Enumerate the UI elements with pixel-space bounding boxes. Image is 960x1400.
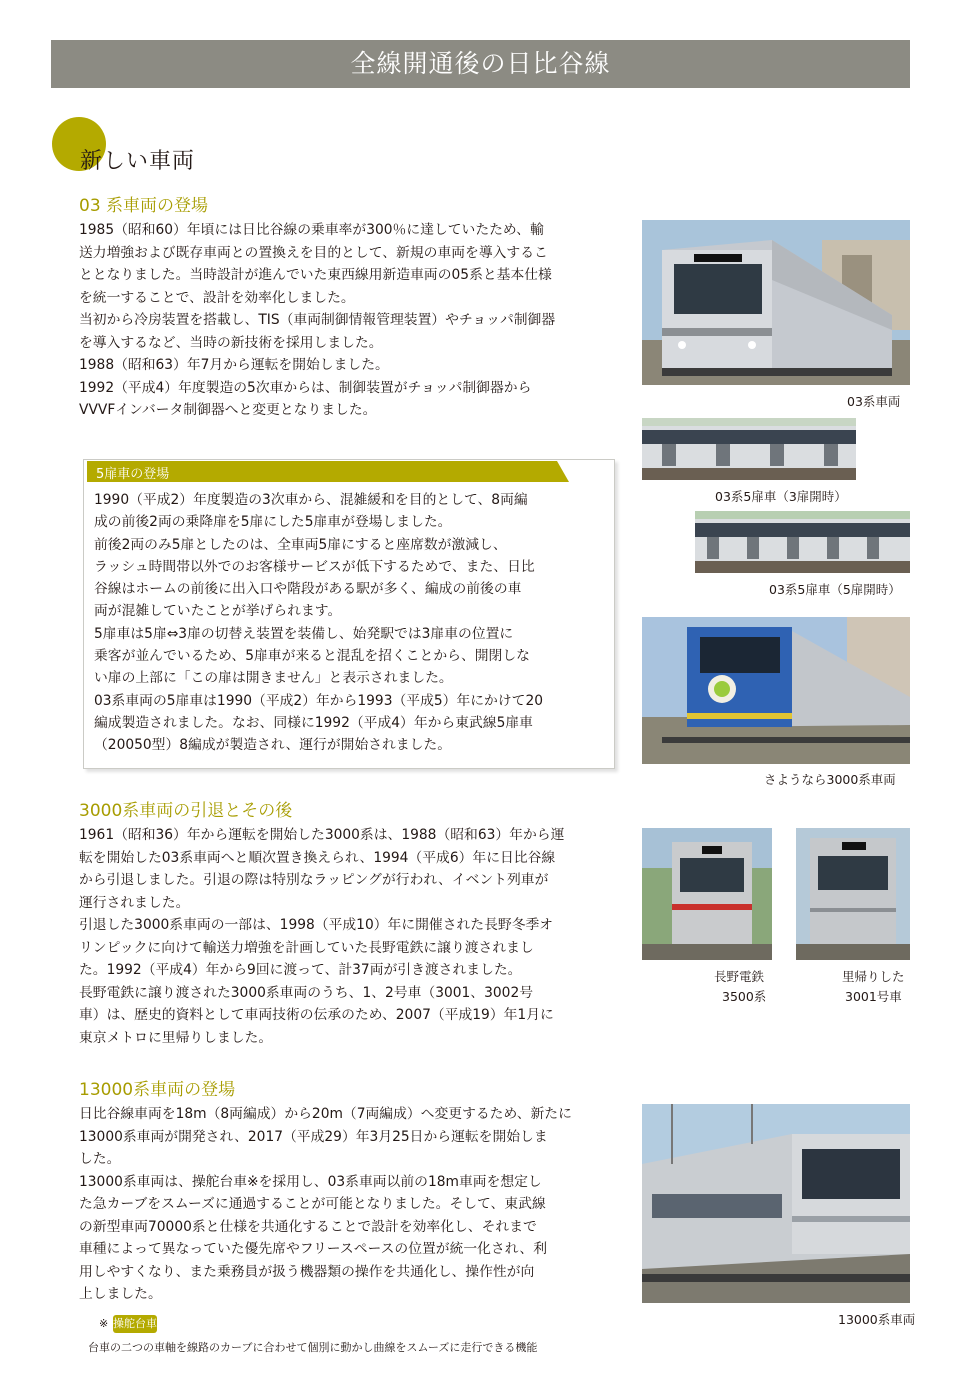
caption-13000-series: 13000系車両 xyxy=(838,1312,916,1327)
text-line: の新型車両70000系と仕様を共通化することで設計を効率化し、それまで xyxy=(79,1218,537,1235)
text-line: 車種によって異なっていた優先席やフリースペースの位置が統一化され、利 xyxy=(79,1241,547,1257)
text-line: 編成製造されました。なお、同様に1992（平成4）年から東武線5扉車 xyxy=(94,714,533,731)
text-line: 谷線はホームの前後に出入口や階段がある駅が多く、編成の前後の車 xyxy=(94,581,522,598)
text-line: 両が混雑していたことが挙げられます。 xyxy=(94,603,342,620)
caption-returned-line1: 里帰りした xyxy=(842,969,905,984)
caption-five-door-5-open: 03系5扉車（5扉開時） xyxy=(769,582,901,597)
text-line: た急カーブをスムーズに通過することが可能となりました。そして、東武線 xyxy=(79,1196,546,1212)
photo-five-door-3-open xyxy=(642,418,856,480)
note-mark: ※ xyxy=(99,1317,109,1330)
text-line: ラッシュ時間帯以外でのお客様サービスが低下するためで、また、日比 xyxy=(94,558,535,575)
heading-3000-series: 3000系車両の引退とその後 xyxy=(79,801,293,821)
text-line: 当初から冷房装置を搭載し、TIS（車両制御情報管理装置）やチョッパ制御器 xyxy=(79,312,556,328)
caption-five-door-3-open: 03系5扉車（3扉開時） xyxy=(715,489,847,504)
text-line: 引退した3000系車両の一部は、1998（平成10）年に開催された長野冬季オ xyxy=(79,917,554,933)
banner-title: 全線開通後の日比谷線 xyxy=(350,49,611,78)
text-line: 1992（平成4）年度製造の5次車からは、制御装置がチョッパ制御器から xyxy=(79,379,532,396)
heading-03-series: 03 系車両の登場 xyxy=(79,196,209,216)
text-line: 日比谷線車両を18m（8両編成）から20m（7両編成）へ変更するため、新たに xyxy=(79,1106,572,1122)
text-line: を統一することで、設計を効率化しました。 xyxy=(79,289,355,306)
text-line: 前後2両のみ5扉としたのは、全車両5扉にすると座席数が激減し、 xyxy=(94,536,507,553)
text-line: 車）は、歴史的資料として車両技術の伝承のため、2007（平成19）年1月に xyxy=(79,1007,554,1023)
text-line: リンピックに向けて輸送力増強を計画していた長野電鉄に譲り渡されまし xyxy=(79,939,534,956)
text-line: VVVFインバータ制御器へと変更となりました。 xyxy=(79,402,377,418)
caption-returned-line2: 3001号車 xyxy=(845,989,902,1004)
photo-13000-series xyxy=(642,1104,910,1303)
text-line: 1961（昭和36）年から運転を開始した3000系は、1988（昭和63）年から運 xyxy=(79,827,565,843)
text-line: 03系車両の5扉車は1990（平成2）年から1993（平成5）年にかけて20 xyxy=(94,692,543,709)
paragraph-five-door xyxy=(94,489,604,757)
photo-nagano-3500 xyxy=(642,828,772,960)
paragraph-03-series xyxy=(79,219,591,422)
text-line: い扉の上部に「この扉は開きません」と表示されました。 xyxy=(94,670,453,687)
paragraph-13000-series xyxy=(79,1103,591,1306)
text-line: 1990（平成2）年度製造の3次車から、混雑緩和を目的として、8両編 xyxy=(94,492,528,508)
paragraph-3000-series xyxy=(79,824,591,1049)
caption-nagano-line2: 3500系 xyxy=(722,989,767,1004)
text-line: 東京メトロに里帰りしました。 xyxy=(79,1029,273,1046)
note-badge: 操舵台車 xyxy=(113,1315,157,1333)
text-line: 用しやすくなり、また乗務員が扱う機器類の操作を共通化し、操作性が向 xyxy=(79,1263,535,1280)
note-text: 台車の二つの車軸を線路のカーブに合わせて個別に動かし曲線をスムーズに走行できる機能 xyxy=(88,1341,538,1354)
photo-returned-3001 xyxy=(796,828,910,960)
text-line: 運行されました。 xyxy=(79,894,190,911)
text-line: 長野電鉄に譲り渡された3000系車両のうち、1、2号車（3001、3002号 xyxy=(79,984,534,1001)
text-line: 乗客が並んでいるため、5扉車が来ると混乱を招くことから、開閉しな xyxy=(94,648,530,665)
section-title: 新しい車両 xyxy=(80,149,196,174)
text-line: た。1992（平成4）年から9回に渡って、計37両が引き渡されました。 xyxy=(79,962,522,978)
text-line: ととなりました。当時設計が進んでいた東西線用新造車両の05系と基本仕様 xyxy=(79,267,552,283)
caption-03-series: 03系車両 xyxy=(847,394,901,409)
text-line: 13000系車両は、操舵台車※を採用し、03系車両以前の18m車両を想定し xyxy=(79,1173,542,1190)
heading-13000-series: 13000系車両の登場 xyxy=(79,1080,236,1100)
photo-sayonara-3000 xyxy=(642,617,910,764)
text-line: 1988（昭和63）年7月から運転を開始しました。 xyxy=(79,357,389,373)
text-line: 成の前後2両の乗降扉を5扉にした5扉車が登場しました。 xyxy=(94,514,452,531)
text-line: 転を開始した03系車両へと順次置き換えられ、1994（平成6）年に日比谷線 xyxy=(79,849,556,866)
caption-nagano-line1: 長野電鉄 xyxy=(714,969,765,984)
caption-sayonara-3000: さようなら3000系車両 xyxy=(764,772,896,787)
five-door-box-label: 5扉車の登場 xyxy=(96,467,170,482)
text-line: を導入するなど、当時の新技術を採用しました。 xyxy=(79,334,383,351)
page-banner xyxy=(51,40,910,88)
text-line: 上しました。 xyxy=(79,1286,162,1302)
text-line: した。 xyxy=(79,1151,121,1167)
text-line: 1985（昭和60）年頃には日比谷線の乗車率が300％に達していたため、輸 xyxy=(79,222,544,238)
text-line: から引退しました。引退の際は特別なラッピングが行われ、イベント列車が xyxy=(79,872,549,888)
text-line: 13000系車両が開発され、2017（平成29）年3月25日から運転を開始しま xyxy=(79,1128,548,1145)
text-line: 5扉車は5扉⇔3扉の切替え装置を装備し、始発駅では3扉車の位置に xyxy=(94,625,514,642)
photo-five-door-5-open xyxy=(695,511,910,573)
photo-03-series xyxy=(642,220,910,385)
text-line: 送力増強および既存車両との置換えを目的として、新規の車両を導入するこ xyxy=(79,244,548,261)
text-line: （20050型）8編成が製造され、運行が開始されました。 xyxy=(94,737,452,754)
